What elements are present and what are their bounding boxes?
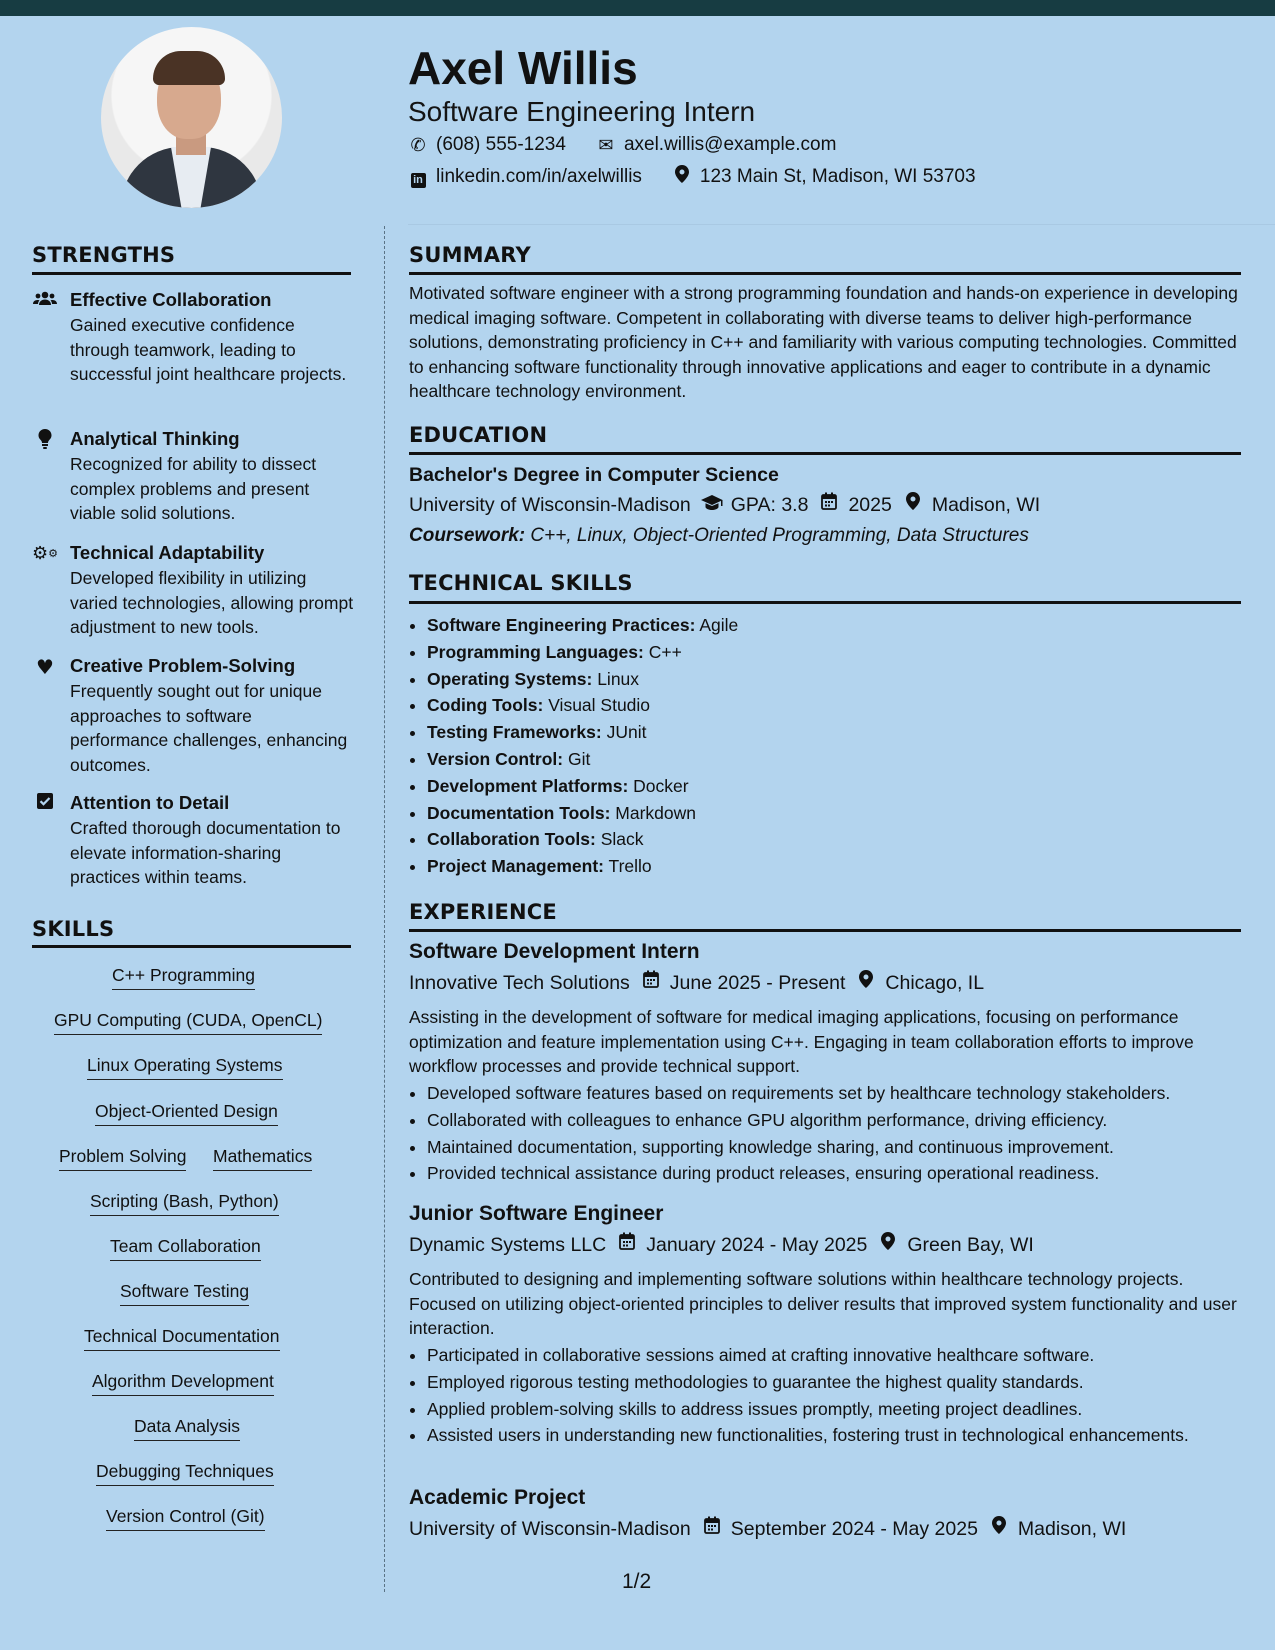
profile-photo: [101, 27, 282, 208]
list-item: • Applied problem-solving skills to address issues promptly, meeting project deadlines.: [427, 1396, 1237, 1423]
calendar-icon: [616, 1232, 638, 1258]
header-divider: [408, 224, 1275, 225]
list-item: • Participated in collaborative sessions aimed at crafting innovative healthcare software.: [427, 1342, 1237, 1369]
strength-title: Creative Problem-Solving: [70, 655, 296, 676]
gears-icon: ⚙⚙: [32, 543, 59, 564]
strength-title: Technical Adaptability: [70, 542, 265, 563]
address-text: 123 Main St, Madison, WI 53703: [699, 166, 976, 187]
job-description: Assisting in the development of software for medical imaging applications, focusing on performance optimization and feature implementation using C++. Engaging in team collaboration efforts to improve workflow processes and provide technical support.: [409, 1007, 1194, 1076]
candidate-name: Axel Willis: [408, 42, 638, 94]
list-item: • Collaborated with colleagues to enhance GPU algorithm performance, driving efficiency.: [427, 1107, 1170, 1134]
job-location: Madison, WI: [1017, 1518, 1127, 1540]
skill-tag: Team Collaboration: [110, 1234, 261, 1261]
coursework-line: [409, 523, 1029, 549]
phone-icon: ✆: [410, 135, 426, 155]
list-item: • Software Engineering Practices: Agile: [427, 612, 738, 639]
map-pin-icon: [855, 970, 877, 996]
list-item: • Coding Tools: Visual Studio: [427, 692, 738, 719]
company-name: University of Wisconsin-Madison: [409, 1518, 691, 1540]
company-name: Dynamic Systems LLC: [409, 1234, 607, 1256]
technical-skills-heading: TECHNICAL SKILLS: [409, 571, 633, 595]
list-item: • Development Platforms: Docker: [427, 773, 738, 800]
calendar-icon: [818, 492, 840, 518]
strength-desc: Crafted thorough documentation to elevate information-sharing practices within teams.: [70, 818, 341, 887]
education-heading-rule: [409, 452, 1241, 455]
skill-tag: Technical Documentation: [84, 1324, 280, 1351]
lightbulb-icon: [32, 429, 58, 455]
list-item: • Operating Systems: Linux: [427, 666, 738, 693]
education-heading: EDUCATION: [409, 423, 548, 447]
strength-desc: Frequently sought out for unique approaches to software performance challenges, enhancing outcomes.: [70, 681, 348, 775]
experience-heading: EXPERIENCE: [409, 900, 557, 924]
job-meta: [409, 970, 984, 996]
company-name: Innovative Tech Solutions: [409, 972, 630, 994]
strengths-heading-rule: [32, 272, 351, 275]
list-item: • Maintained documentation, supporting knowledge sharing, and continuous improvement.: [427, 1134, 1170, 1161]
skill-tag: Version Control (Git): [106, 1504, 265, 1531]
phone-text: (608) 555-1234: [436, 134, 566, 155]
school-name: University of Wisconsin-Madison: [409, 494, 691, 516]
checkbox-icon: [32, 793, 58, 815]
job-location: Green Bay, WI: [907, 1234, 1034, 1256]
skill-tag: Problem Solving: [59, 1144, 186, 1171]
job-meta: [409, 1516, 1126, 1542]
linkedin-icon: in: [408, 164, 428, 190]
strength-title: Analytical Thinking: [70, 428, 240, 449]
summary-text: Motivated software engineer with a strong programming foundation and hands-on experience in developing medical imaging software. Competent in collaborating with diverse teams to deliver high-performance solutions, demonstrating proficiency in C++ and familiarity with various computing technologies. Committed to enhancing software functionality through innovative applications and eager to contribute in a dynamic healthcare technology environment.: [409, 283, 1238, 401]
job-bullets: [409, 1080, 1170, 1187]
envelope-icon: ✉: [598, 135, 614, 155]
skill-tag: Debugging Techniques: [96, 1459, 274, 1486]
skill-tag: Object-Oriented Design: [95, 1099, 278, 1126]
contact-row-1: [408, 132, 836, 158]
heart-icon: ♥: [36, 655, 54, 679]
map-pin-icon: [877, 1232, 899, 1258]
calendar-icon: [701, 1516, 723, 1542]
list-item: • Developed software features based on requirements set by healthcare technology stakeholders.: [427, 1080, 1170, 1107]
degree-title: Bachelor's Degree in Computer Science: [409, 464, 779, 486]
strength-title: Effective Collaboration: [70, 289, 272, 310]
job-location: Chicago, IL: [885, 972, 985, 994]
contact-row-2: [408, 164, 976, 190]
skill-tag: Algorithm Development: [92, 1369, 274, 1396]
skills-heading-rule: [32, 945, 351, 948]
job-role: Academic Project: [409, 1486, 586, 1509]
skills-heading: SKILLS: [32, 917, 115, 941]
page-number: 1/2: [622, 1570, 652, 1593]
strength-title: Attention to Detail: [70, 792, 230, 813]
coursework-label: Coursework:: [409, 525, 526, 546]
job-meta: [409, 1232, 1034, 1258]
skill-tag: Mathematics: [213, 1144, 312, 1171]
job-bullets: [409, 1342, 1237, 1448]
list-item: • Programming Languages: C++: [427, 639, 738, 666]
strength-desc: Developed flexibility in utilizing varied technologies, allowing prompt adjustment to new tools.: [70, 568, 354, 637]
job-dates: January 2024 - May 2025: [646, 1234, 868, 1256]
technical-skills-list: [409, 612, 738, 880]
list-item: • Assisted users in understanding new functionalities, fostering trust in technological enhancements.: [427, 1422, 1237, 1448]
strength-desc: Recognized for ability to dissect complex problems and present viable solid solutions.: [70, 454, 317, 523]
users-icon: [32, 290, 58, 314]
list-item: • Version Control: Git: [427, 746, 738, 773]
education-meta: [409, 492, 1040, 518]
skill-tag: Linux Operating Systems: [87, 1053, 283, 1080]
skill-tag: Scripting (Bash, Python): [90, 1189, 279, 1216]
column-divider: [384, 226, 385, 1592]
skill-tag: Software Testing: [120, 1279, 249, 1306]
job-role: Software Development Intern: [409, 940, 700, 963]
graduation-cap-icon: [701, 492, 723, 518]
strength-desc: Gained executive confidence through teamwork, leading to successful joint healthcare projects.: [70, 315, 347, 384]
calendar-icon: [640, 970, 662, 996]
job-role: Junior Software Engineer: [409, 1202, 664, 1225]
map-pin-icon: [672, 164, 692, 190]
job-description: Contributed to designing and implementing software solutions within healthcare technology projects. Focused on utilizing object-oriented principles to deliver results that improved system functionality and user interaction.: [409, 1269, 1237, 1338]
strengths-heading: STRENGTHS: [32, 243, 176, 267]
list-item: • Collaboration Tools: Slack: [427, 826, 738, 853]
list-item: • Employed rigorous testing methodologies to guarantee the highest quality standards.: [427, 1369, 1237, 1396]
list-item: • Documentation Tools: Markdown: [427, 800, 738, 827]
map-pin-icon: [988, 1516, 1010, 1542]
map-pin-icon: [902, 492, 924, 518]
list-item: • Provided technical assistance during product releases, ensuring operational readiness.: [427, 1160, 1170, 1187]
skill-tag: Data Analysis: [134, 1414, 240, 1441]
top-bar: [0, 0, 1275, 16]
list-item: • Project Management: Trello: [427, 853, 738, 880]
job-dates: September 2024 - May 2025: [730, 1518, 978, 1540]
experience-heading-rule: [409, 929, 1241, 932]
gpa-text: GPA: 3.8: [730, 494, 809, 516]
linkedin-text[interactable]: linkedin.com/in/axelwillis: [436, 166, 642, 187]
list-item: • Testing Frameworks: JUnit: [427, 719, 738, 746]
summary-heading: SUMMARY: [409, 243, 531, 267]
technical-skills-heading-rule: [409, 601, 1241, 604]
graduation-year: 2025: [848, 494, 892, 516]
coursework-text: C++, Linux, Object-Oriented Programming, Data Structures: [530, 525, 1029, 546]
email-text[interactable]: axel.willis@example.com: [623, 134, 837, 155]
skill-tag: GPU Computing (CUDA, OpenCL): [54, 1008, 322, 1035]
job-dates: June 2025 - Present: [669, 972, 846, 994]
school-location: Madison, WI: [931, 494, 1041, 516]
summary-heading-rule: [409, 272, 1241, 275]
skill-tag: C++ Programming: [112, 963, 255, 990]
candidate-title: Software Engineering Intern: [408, 96, 756, 127]
